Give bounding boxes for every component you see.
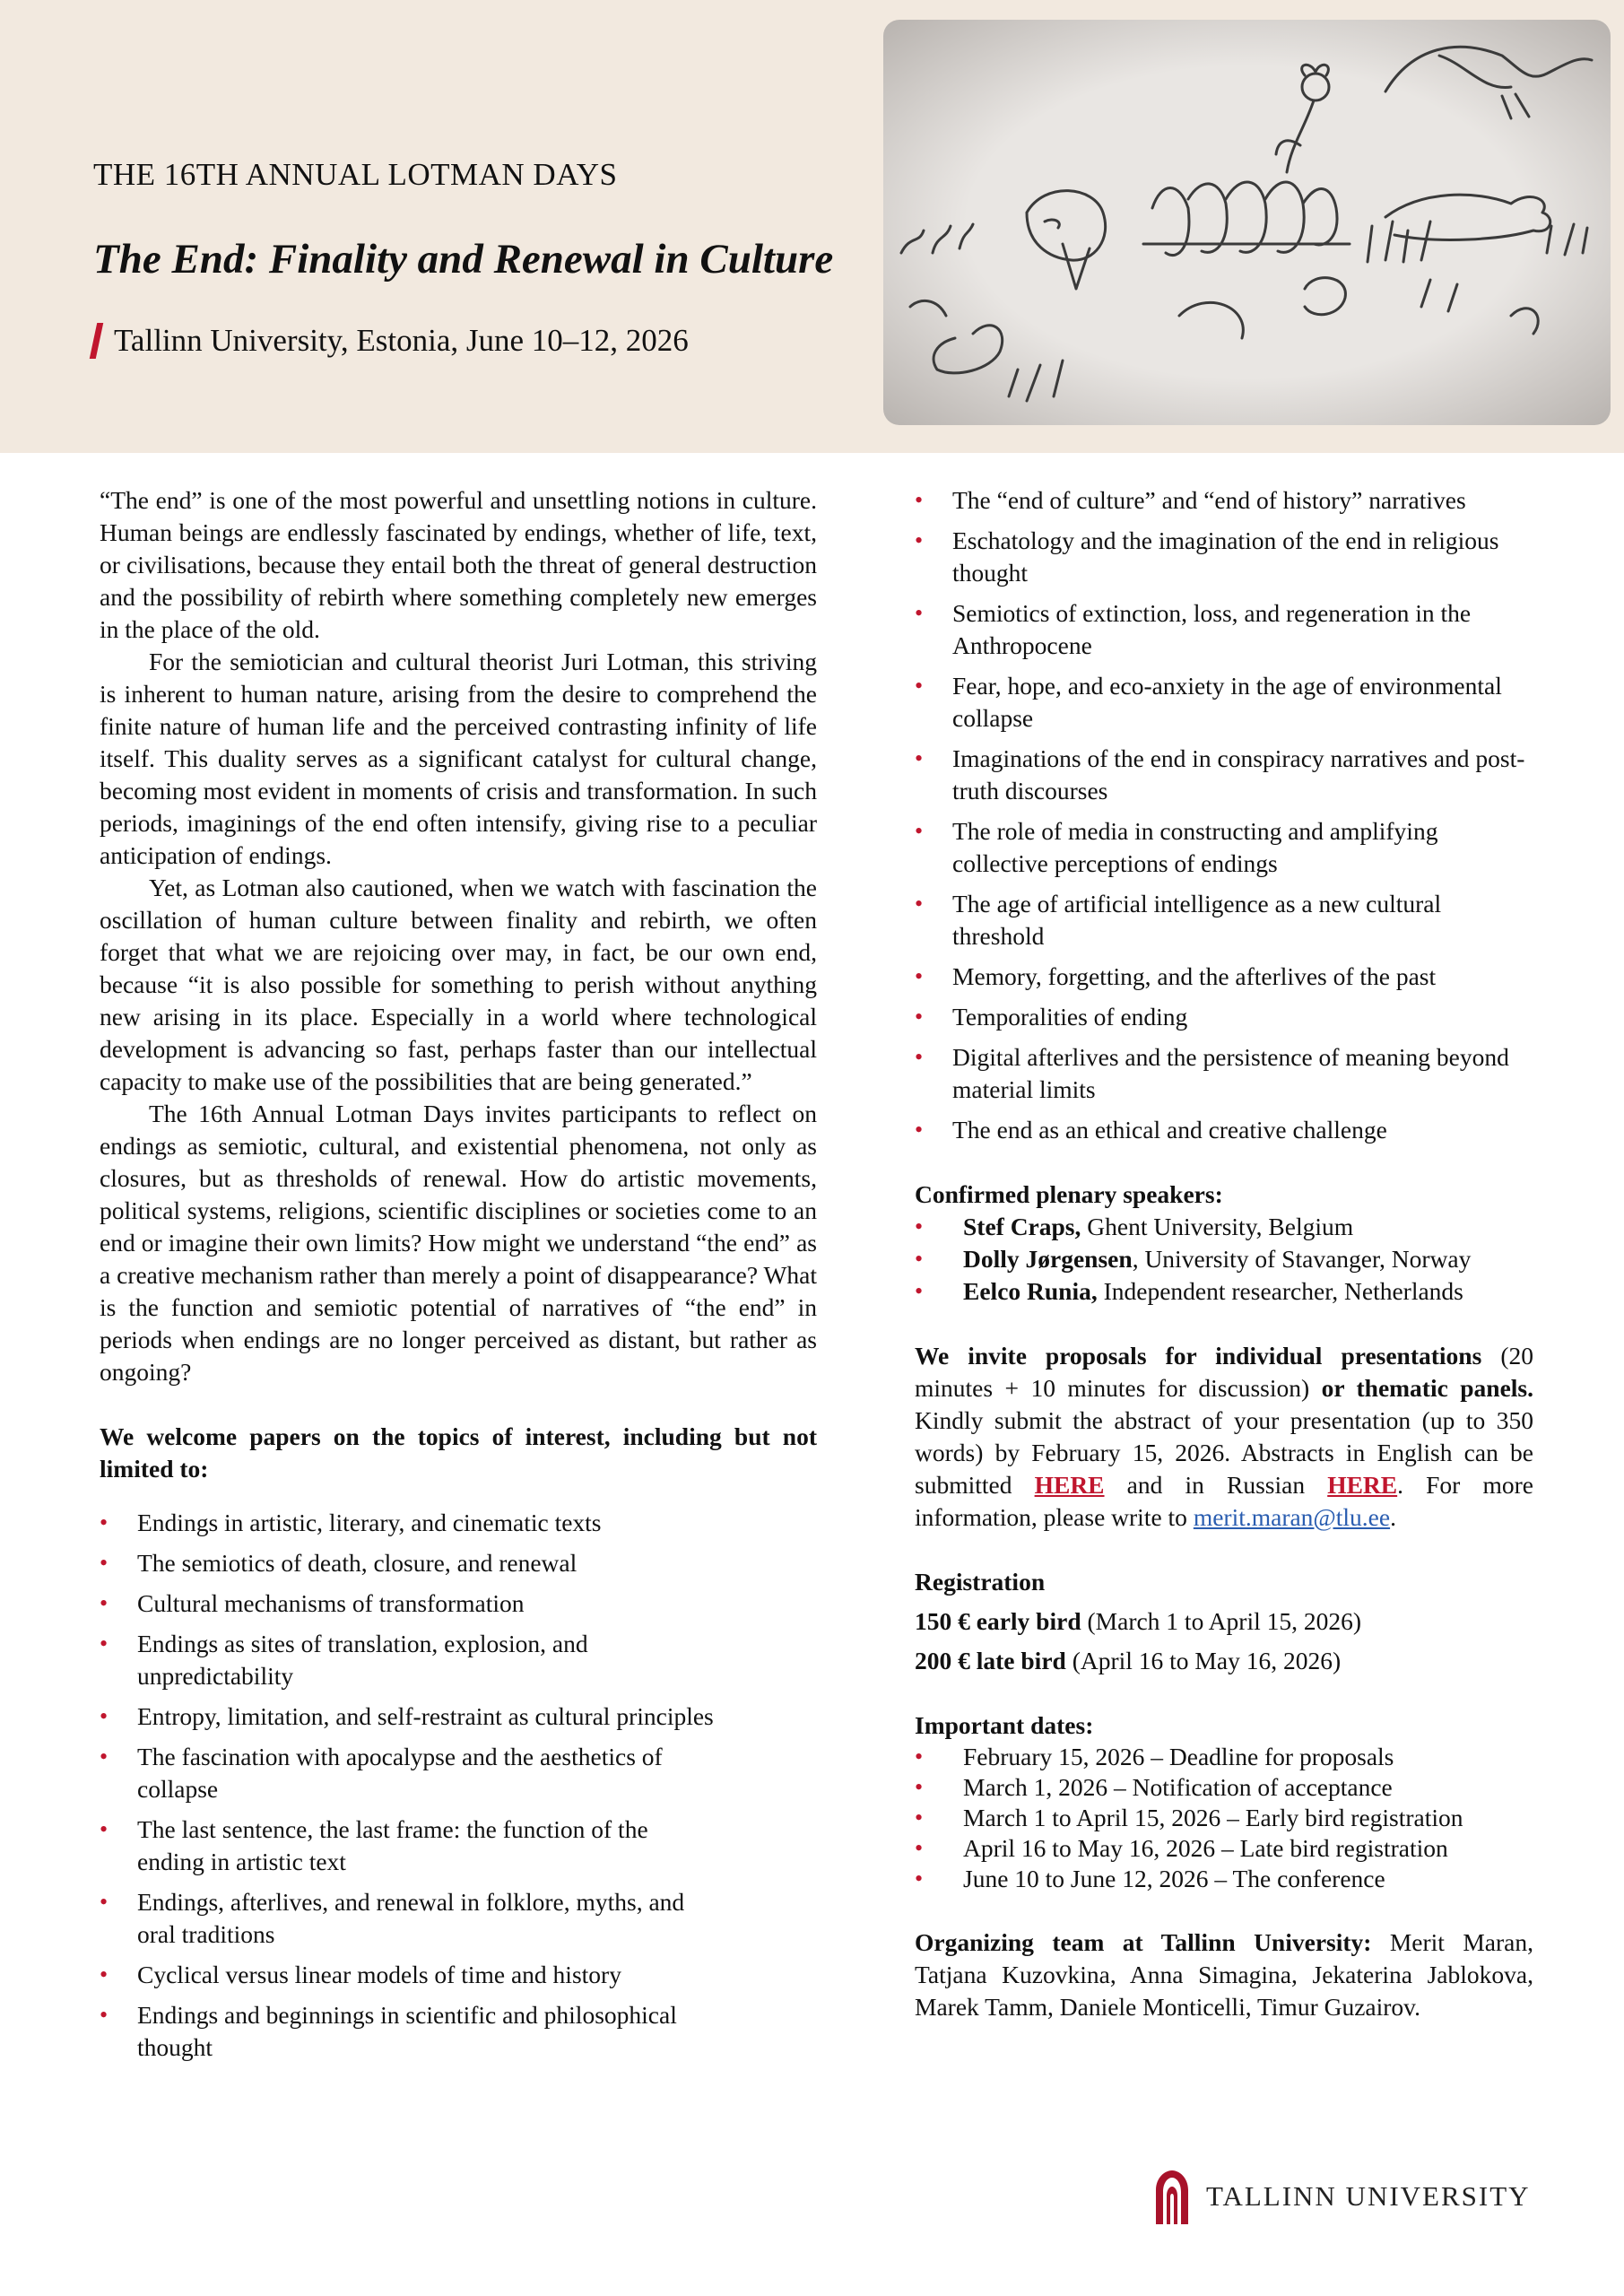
speaker-name: Dolly Jørgensen: [963, 1245, 1133, 1273]
dates-heading: Important dates:: [915, 1711, 1094, 1739]
date-item: • June 10 to June 12, 2026 – The conference: [915, 1864, 1533, 1894]
email-link[interactable]: merit.maran@tlu.ee: [1193, 1503, 1391, 1531]
date-item: • March 1, 2026 – Notification of acceptance: [915, 1772, 1533, 1803]
event-kicker: THE 16TH ANNUAL LOTMAN DAYS: [93, 157, 618, 192]
intro-paragraph: “The end” is one of the most powerful and unsettling notions in culture. Human beings are endlessly fascinated by endings, whether of life, text, or civilisations, because they entail both the threat of general destruction and the possibility of rebirth where something completely new emerges in the place of the old.: [100, 486, 817, 643]
list-item: • Fear, hope, and eco-anxiety in the age of environmental collapse: [915, 670, 1533, 735]
speaker-affiliation: Independent researcher, Netherlands: [1097, 1277, 1463, 1305]
list-item: • Imaginations of the end in conspiracy narratives and post-truth discourses: [915, 743, 1533, 807]
intro-paragraph: The 16th Annual Lotman Days invites participants to reflect on endings as semiotic, cultural, and existential phenomena, not only as closures, but as thresholds of renewal. How do artistic movements, political systems, religions, scientific disciplines or societies come to an end or imagine their own limits? How might we understand “the end” as a creative mechanism rather than merely a point of disappearance? What is the function and semiotic potential of narratives of “the end” in periods when endings are no longer perceived as distant, but rather as ongoing?: [100, 1100, 817, 1386]
accent-bar: [90, 323, 104, 359]
list-item: • Endings as sites of translation, explosion, and unpredictability: [100, 1628, 718, 1692]
speaker-affiliation: Ghent University, Belgium: [1081, 1213, 1354, 1240]
list-item: • Temporalities of ending: [915, 1001, 1533, 1033]
proposals-text: .: [1390, 1503, 1396, 1531]
intro-paragraph: For the semiotician and cultural theorist Juri Lotman, this striving is inherent to human nature, arising from the desire to comprehend the finite nature of human life and the perceived contrasting infinity of life itself. This duality serves as a significant catalyst for cultural change, becoming most evident in moments of crisis and transformation. In such periods, imaginings of the end often intensify, giving rise to a peculiar anticipation of endings.: [100, 648, 817, 869]
proposals-text: (20 minutes + 10 minutes for discussion): [915, 1342, 1533, 1402]
organizing-team: [915, 1926, 1533, 2023]
list-item: • Eschatology and the imagination of the end in religious thought: [915, 525, 1533, 589]
list-item: • Semiotics of extinction, loss, and regeneration in the Anthropocene: [915, 597, 1533, 662]
date-item: • February 15, 2026 – Deadline for proposals: [915, 1742, 1533, 1772]
venue-line: [93, 323, 689, 359]
list-item: • The fascination with apocalypse and the aesthetics of collapse: [100, 1741, 718, 1805]
right-column: [915, 484, 1533, 2023]
list-item: • The end as an ethical and creative challenge: [915, 1114, 1533, 1146]
page-title: The End: Finality and Renewal in Culture: [93, 236, 834, 283]
sketch-illustration: [883, 20, 1611, 425]
list-item: • Endings in artistic, literary, and cinematic texts: [100, 1507, 718, 1539]
list-item: • The age of artificial intelligence as a new cultural threshold: [915, 888, 1533, 952]
speaker-item: [915, 1275, 1533, 1308]
proposals-paragraph: [915, 1340, 1533, 1534]
topics-list-right: [915, 484, 1533, 1146]
proposals-text: . For more information, please write to: [915, 1471, 1533, 1531]
date-item: • March 1 to April 15, 2026 – Early bird registration: [915, 1803, 1533, 1833]
topics-list-left: [100, 1507, 718, 2064]
list-item: • Entropy, limitation, and self-restraint as cultural principles: [100, 1700, 718, 1733]
fee-line: [915, 1605, 1533, 1638]
list-item: • The semiotics of death, closure, and renewal: [100, 1547, 718, 1579]
university-name: TALLINN UNIVERSITY: [1206, 2180, 1531, 2212]
proposals-text: Kindly submit the abstract of your presentation (up to 350 words) by February 15, 2026. Abstracts in English can be submitted: [915, 1406, 1533, 1499]
intro-paragraph: Yet, as Lotman also cautioned, when we watch with fascination the oscillation of human culture between finality and rebirth, we often forget that what we are rejoicing over may, in fact, be our own end, because “it is also possible for something to perish without anything new arising in its place. Especially in a world where technological development is advancing so fast, perhaps faster than our intellectual capacity to make use of the possibilities that are being generated.”: [100, 874, 817, 1095]
fee-price: 150 € early bird: [915, 1607, 1081, 1635]
speaker-name: Eelco Runia,: [963, 1277, 1098, 1305]
list-item: • Cultural mechanisms of transformation: [100, 1587, 718, 1620]
team-names: Merit Maran, Tatjana Kuzovkina, Anna Simagina, Jekaterina Jablokova, Marek Tamm, Daniele Monticelli, Timur Guzairov.: [915, 1928, 1533, 2021]
speaker-affiliation: , University of Stavanger, Norway: [1132, 1245, 1472, 1273]
list-item: • The last sentence, the last frame: the function of the ending in artistic text: [100, 1813, 718, 1878]
russian-abstract-link[interactable]: HERE: [1327, 1471, 1398, 1499]
dates-list: [915, 1742, 1533, 1894]
list-item: • Endings and beginnings in scientific and philosophical thought: [100, 1999, 718, 2064]
speakers-list: [915, 1211, 1533, 1308]
list-item: • The role of media in constructing and amplifying collective perceptions of endings: [915, 815, 1533, 880]
team-label: Organizing team at Tallinn University:: [915, 1928, 1372, 1956]
header-banner: [0, 0, 1624, 453]
speaker-item: [915, 1243, 1533, 1275]
list-item: • Digital afterlives and the persistence of meaning beyond material limits: [915, 1041, 1533, 1106]
tallinn-arch-icon: [1152, 2169, 1192, 2224]
university-logo: [1152, 2169, 1531, 2224]
fee-price: 200 € late bird: [915, 1647, 1066, 1674]
fee-line: [915, 1645, 1533, 1677]
proposals-bold: We invite proposals for individual presentations: [915, 1342, 1482, 1370]
list-item: • The “end of culture” and “end of history” narratives: [915, 484, 1533, 517]
list-item: • Memory, forgetting, and the afterlives of the past: [915, 961, 1533, 993]
left-column: [100, 484, 817, 2072]
venue-text: Tallinn University, Estonia, June 10–12, 2026: [114, 323, 689, 358]
fee-period: (April 16 to May 16, 2026): [1065, 1647, 1342, 1674]
proposals-bold: or thematic panels.: [1321, 1374, 1534, 1402]
list-item: • Cyclical versus linear models of time and history: [100, 1959, 718, 1991]
speakers-heading: Confirmed plenary speakers:: [915, 1180, 1223, 1208]
speaker-item: [915, 1211, 1533, 1243]
proposals-text: and in Russian: [1104, 1471, 1328, 1499]
list-item: • Endings, afterlives, and renewal in folklore, myths, and oral traditions: [100, 1886, 718, 1951]
fee-period: (March 1 to April 15, 2026): [1081, 1607, 1362, 1635]
speaker-name: Stef Craps,: [963, 1213, 1081, 1240]
topics-heading: We welcome papers on the topics of interest, including but not limited to:: [100, 1422, 817, 1483]
date-item: • April 16 to May 16, 2026 – Late bird registration: [915, 1833, 1533, 1864]
registration-heading: Registration: [915, 1568, 1046, 1596]
english-abstract-link[interactable]: HERE: [1034, 1471, 1105, 1499]
